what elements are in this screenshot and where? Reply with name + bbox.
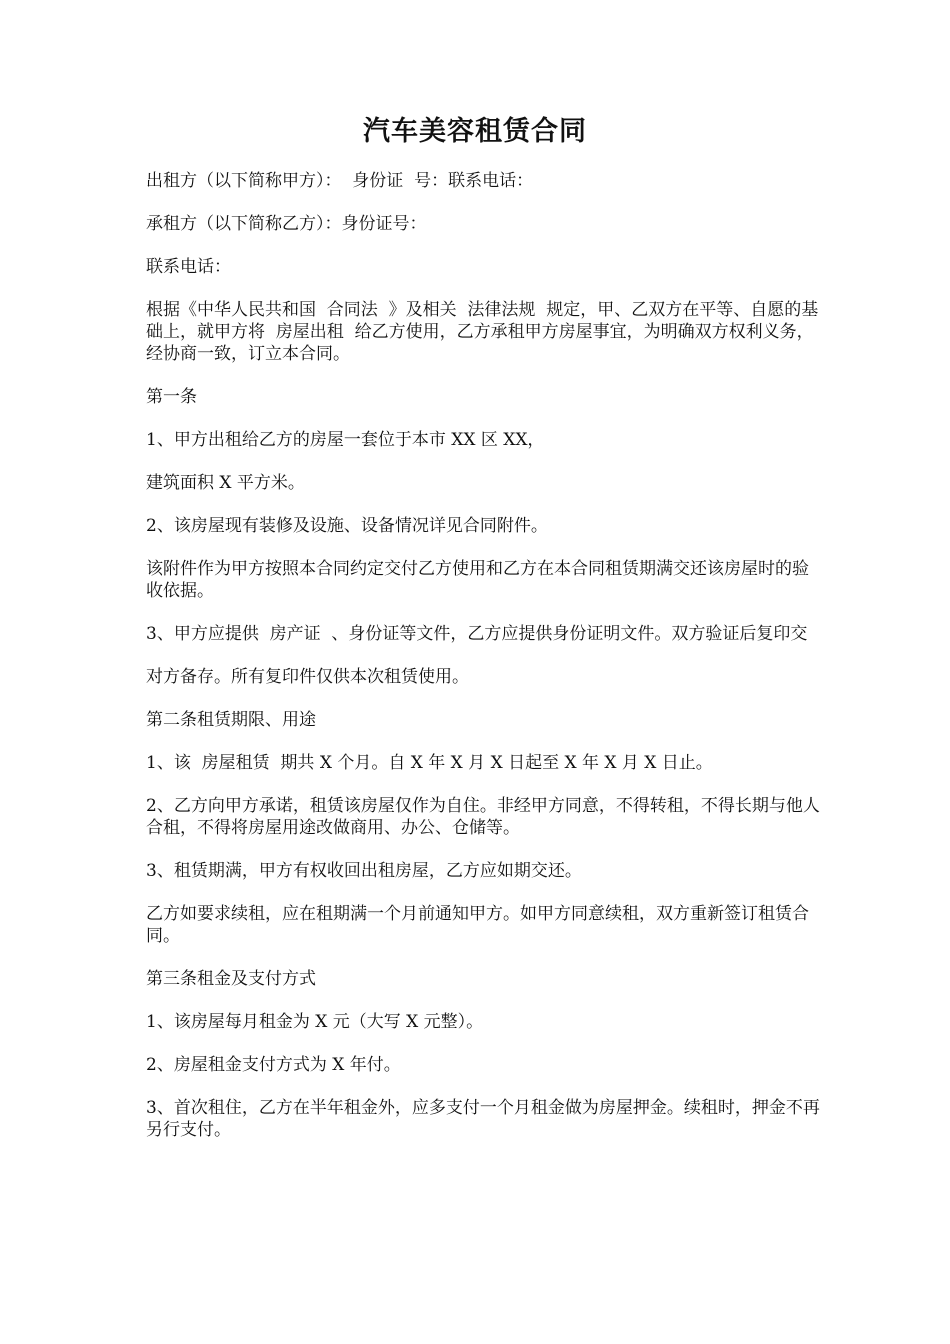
paragraph-lessee: 承租方（以下简称乙方）：身份证号： (146, 214, 427, 234)
clause-1-2: 2、该房屋现有装修及设施、设备情况详见合同附件。 (146, 516, 548, 536)
clause-3-1: 1、该房屋每月租金为 X 元（大写 X 元整）。 (146, 1012, 484, 1032)
clause-1-3-copies: 对方备存。所有复印件仅供本次租赁使用。 (146, 667, 469, 687)
clause-3-2: 2、房屋租金支付方式为 X 年付。 (146, 1055, 401, 1075)
document-title: 汽车美容租赁合同 (363, 116, 587, 147)
clause-3-3: 3、首次租住，乙方在半年租金外，应多支付一个月租金做为房屋押金。续租时，押金不再另行支付。 (146, 1098, 820, 1140)
section-heading-2: 第二条租赁期限、用途 (146, 710, 316, 730)
document-body (146, 170, 822, 1162)
clause-1-1-area: 建筑面积 X 平方米。 (146, 473, 305, 493)
clause-1-3: 3、甲方应提供 房产证 、身份证等文件，乙方应提供身份证明文件。双方验证后复印交 (146, 624, 808, 644)
clause-2-2: 2、乙方向甲方承诺，租赁该房屋仅作为自住。非经甲方同意，不得转租，不得长期与他人合租，不得将房屋用途改做商用、办公、仓储等。 (146, 796, 820, 838)
paragraph-lessor: 出租方（以下简称甲方）： 身份证 号：联系电话： (146, 171, 534, 191)
clause-2-1: 1、该 房屋租赁 期共 X 个月。自 X 年 X 月 X 日起至 X 年 X 月 X 日止。 (146, 753, 713, 773)
section-heading-1: 第一条 (146, 387, 197, 407)
clause-1-1: 1、甲方出租给乙方的房屋一套位于本市 XX 区 XX， (146, 430, 545, 450)
paragraph-contact: 联系电话： (146, 257, 231, 277)
clause-1-2-attachment: 该附件作为甲方按照本合同约定交付乙方使用和乙方在本合同租赁期满交还该房屋时的验收依据。 (146, 559, 809, 601)
section-heading-3: 第三条租金及支付方式 (146, 969, 316, 989)
clause-2-3: 3、租赁期满，甲方有权收回出租房屋，乙方应如期交还。 (146, 861, 582, 881)
paragraph-preamble: 根据《中华人民共和国 合同法 》及相关 法律法规 规定，甲、乙双方在平等、自愿的基础上，就甲方将 房屋出租 给乙方使用，乙方承租甲方房屋事宜，为明确双方权利义务，经协商一致，订立本合同。 (146, 300, 819, 364)
clause-2-3-renewal: 乙方如要求续租，应在租期满一个月前通知甲方。如甲方同意续租，双方重新签订租赁合同。 (146, 904, 809, 946)
